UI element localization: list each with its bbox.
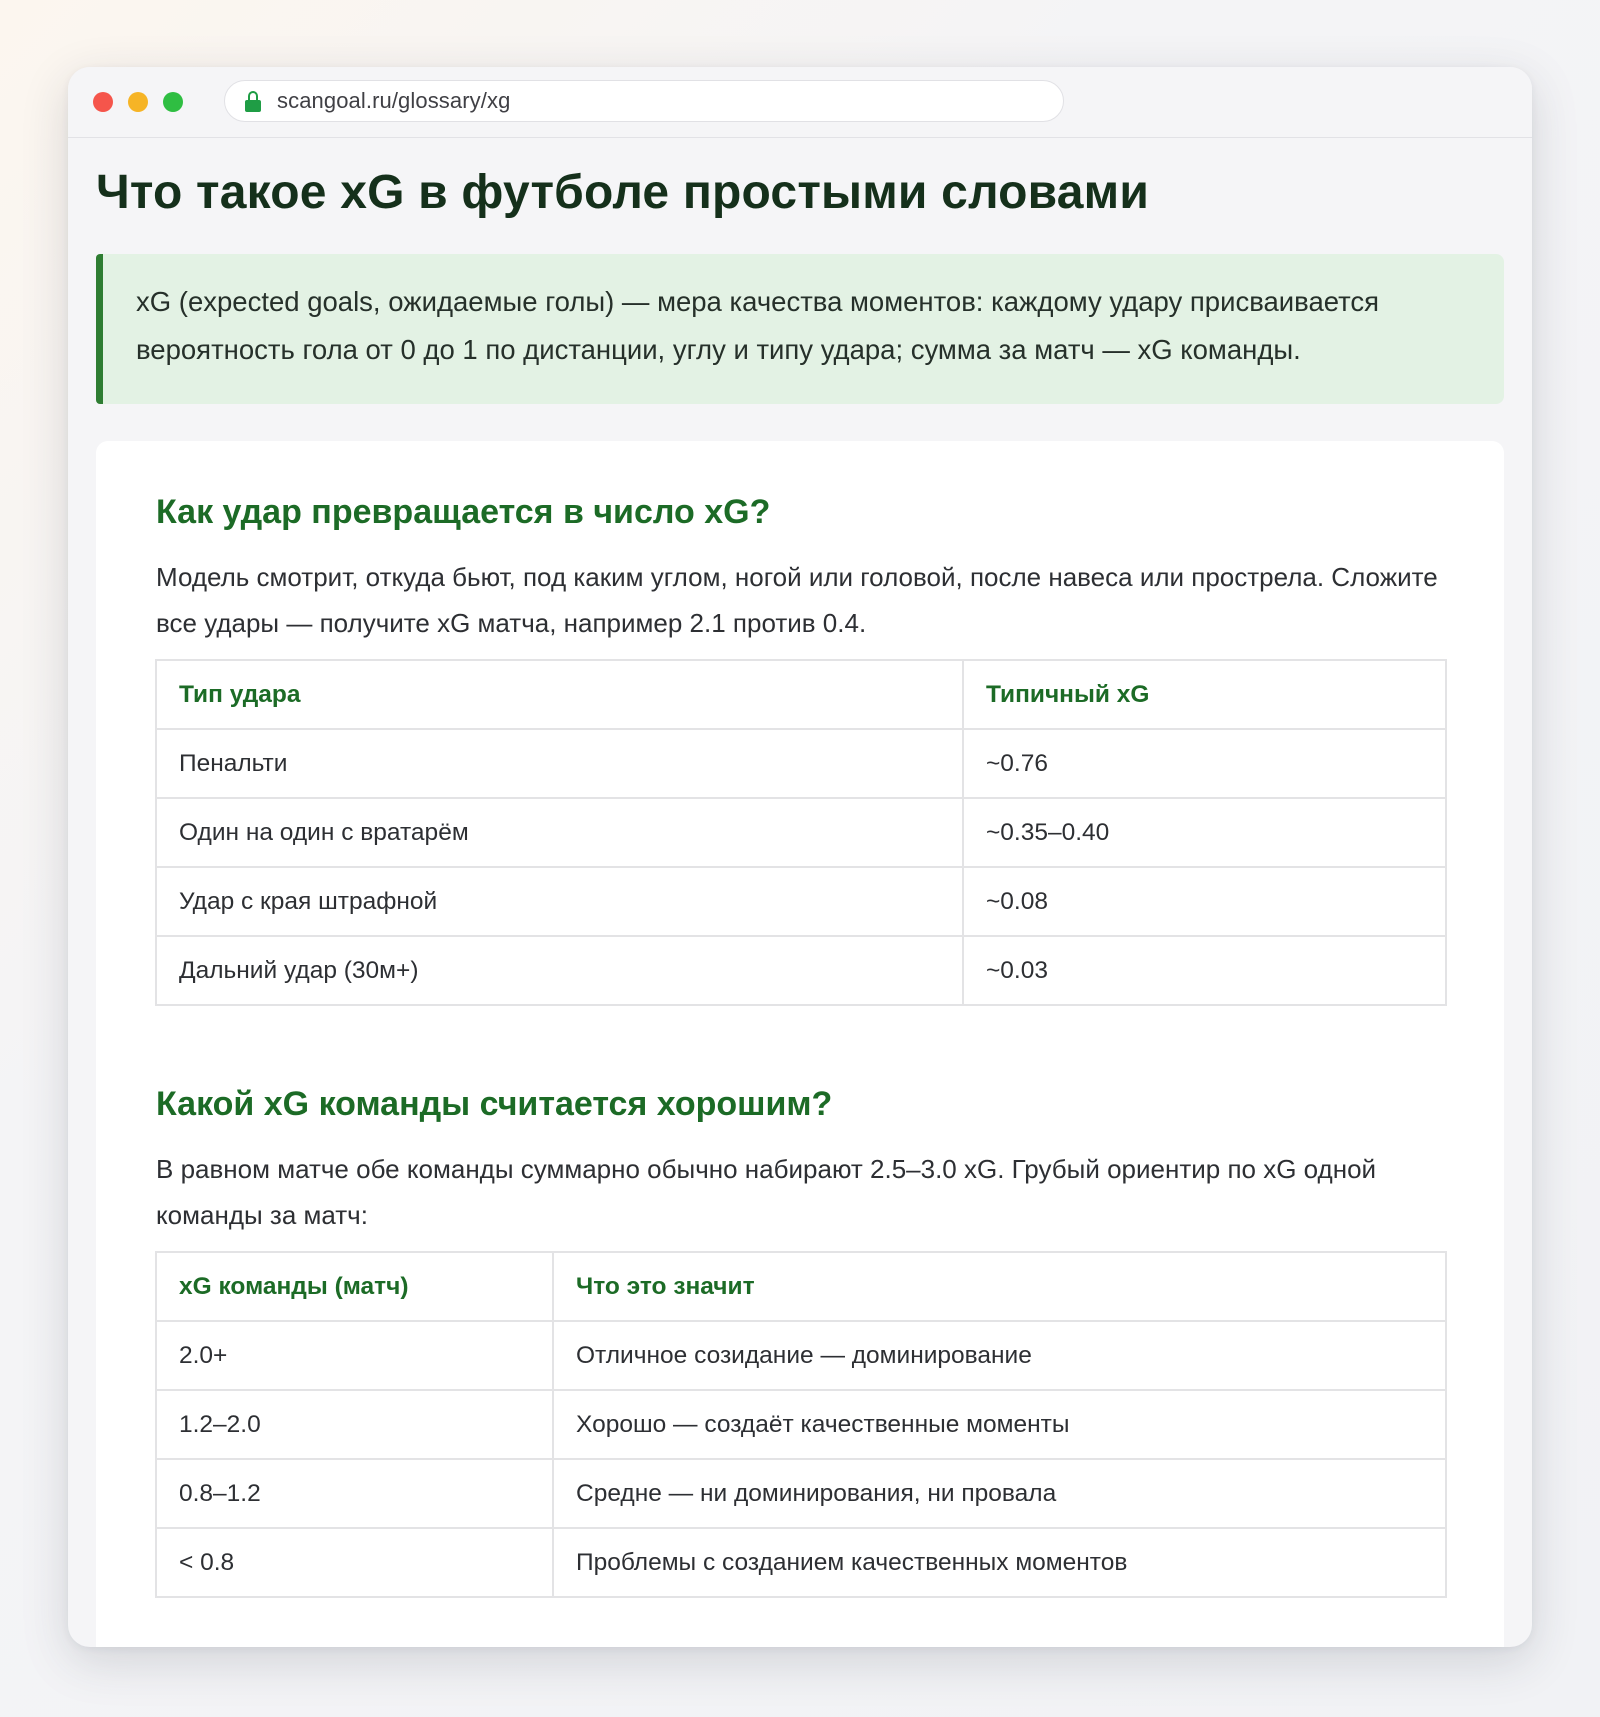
- url-text[interactable]: scangoal.ru/glossary/xg: [277, 88, 511, 113]
- table-cell: ~0.76: [963, 729, 1446, 798]
- table-cell: Дальний удар (30м+): [156, 936, 963, 1005]
- table-cell: Хорошо — создаёт качественные моменты: [553, 1390, 1446, 1459]
- table-cell: < 0.8: [156, 1528, 553, 1597]
- browser-toolbar: [68, 67, 1532, 138]
- table-cell: 0.8–1.2: [156, 1459, 553, 1528]
- table-cell: Средне — ни доминирования, ни провала: [553, 1459, 1446, 1528]
- section-heading-good-xg: Какой xG команды считается хорошим?: [156, 1085, 833, 1123]
- table-cell: Один на один с вратарём: [156, 798, 963, 867]
- table-cell: 2.0+: [156, 1321, 553, 1390]
- table-cell: Отличное созидание — доминирование: [553, 1321, 1446, 1390]
- shot-type-xg-table: [155, 659, 1447, 1006]
- minimize-window-button[interactable]: [128, 92, 148, 112]
- browser-window: [68, 67, 1532, 1647]
- table-header-row: [156, 1252, 1446, 1321]
- table-row: [156, 729, 1446, 798]
- section-paragraph-good-xg: В равном матче обе команды суммарно обычно набирают 2.5–3.0 xG. Грубый ориентир по xG одной команды за матч:: [156, 1154, 1377, 1230]
- column-header-shot-type: Тип удара: [156, 660, 963, 729]
- table-cell: Проблемы с созданием качественных моментов: [553, 1528, 1446, 1597]
- table-header-row: [156, 660, 1446, 729]
- table-row: [156, 1528, 1446, 1597]
- column-header-meaning: Что это значит: [553, 1252, 1446, 1321]
- table-cell: Удар с края штрафной: [156, 867, 963, 936]
- page-title: Что такое xG в футболе простыми словами: [96, 166, 1150, 219]
- table-cell: Пенальти: [156, 729, 963, 798]
- table-row: [156, 1321, 1446, 1390]
- close-window-button[interactable]: [93, 92, 113, 112]
- section-paragraph-shot-to-xg: Модель смотрит, откуда бьют, под каким углом, ногой или головой, после навеса или прострела. Сложите все удары — получите xG матча, например 2.1 против 0.4.: [156, 562, 1438, 638]
- table-row: [156, 798, 1446, 867]
- team-xg-meaning-table: [155, 1251, 1447, 1598]
- table-row: [156, 1459, 1446, 1528]
- content-card: [96, 441, 1504, 1647]
- table-cell: 1.2–2.0: [156, 1390, 553, 1459]
- section-heading-shot-to-xg: Как удар превращается в число xG?: [156, 493, 771, 531]
- address-bar[interactable]: [224, 80, 1064, 122]
- table-cell: ~0.03: [963, 936, 1446, 1005]
- column-header-team-xg: xG команды (матч): [156, 1252, 553, 1321]
- definition-callout: xG (expected goals, ожидаемые голы) — мера качества моментов: каждому удару присваивается вероятность гола от 0 до 1 по дистанции, углу и типу удара; сумма за матч — xG команды.: [96, 254, 1504, 404]
- table-cell: ~0.35–0.40: [963, 798, 1446, 867]
- lock-icon: [245, 91, 261, 112]
- table-row: [156, 867, 1446, 936]
- table-row: [156, 936, 1446, 1005]
- column-header-typical-xg: Типичный xG: [963, 660, 1446, 729]
- table-cell: ~0.08: [963, 867, 1446, 936]
- maximize-window-button[interactable]: [163, 92, 183, 112]
- table-row: [156, 1390, 1446, 1459]
